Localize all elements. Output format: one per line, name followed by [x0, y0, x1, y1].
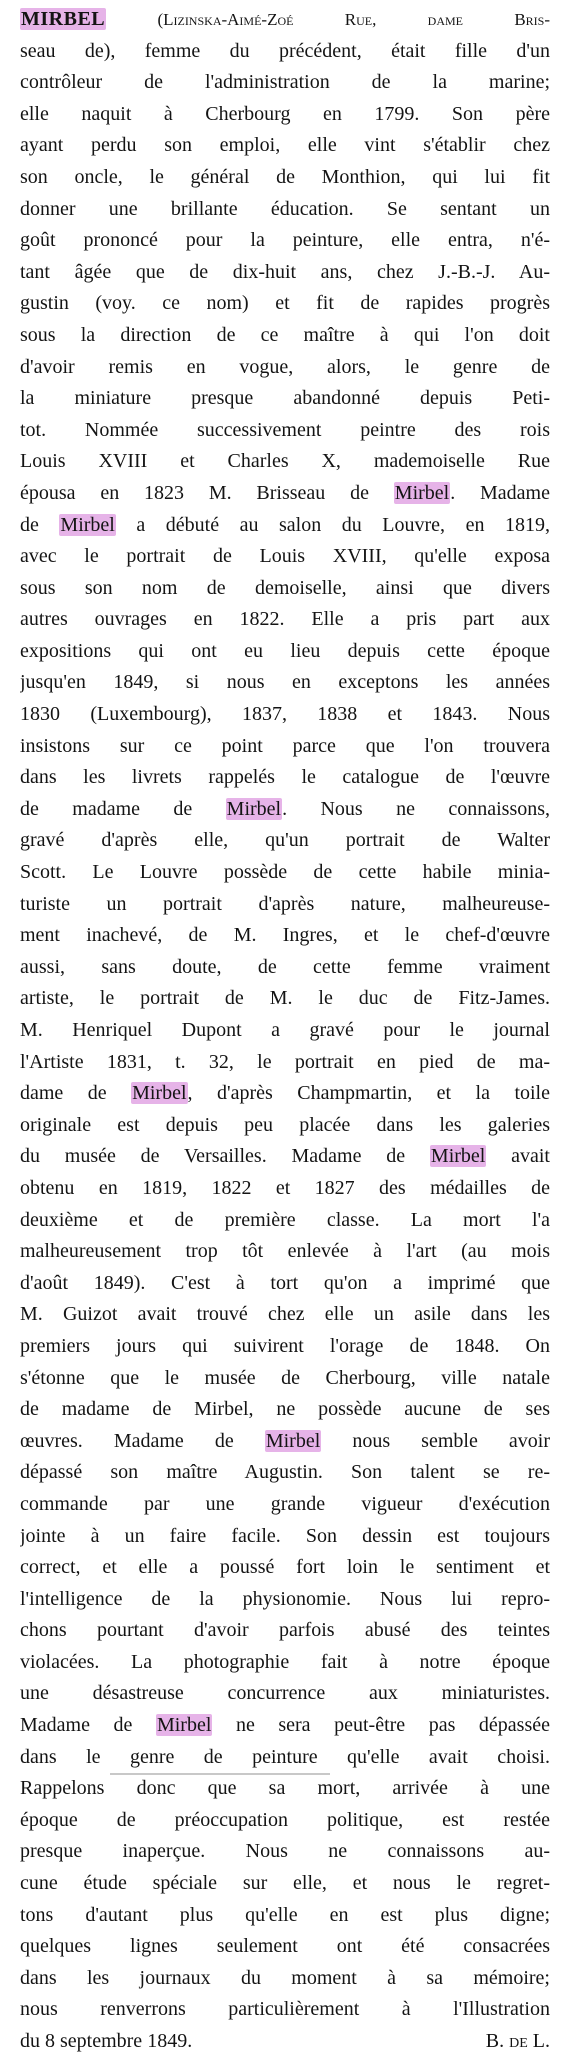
- article-line: [20, 2026, 550, 2058]
- article-line: [20, 1805, 550, 1837]
- line-text: artiste, le portrait de M. le duc de Fitz-James.: [20, 987, 550, 1010]
- line-text: sous son nom de demoiselle, ainsi que divers: [20, 576, 550, 599]
- article-line: [20, 1110, 550, 1142]
- line-text: d'août 1849). C'est à tort qu'on a imprimé que: [20, 1271, 550, 1294]
- article-line: [20, 415, 550, 447]
- line-text: jointe à un faire facile. Son dessin est toujours: [20, 1524, 550, 1547]
- line-text: avec le portrait de Louis XVIII, qu'elle exposa: [20, 545, 550, 568]
- article-line: [20, 478, 550, 510]
- line-text: seau de), femme du précédent, était fille d'un: [20, 39, 550, 62]
- search-term-highlight: Mirbel: [394, 481, 450, 504]
- line-text: presque inaperçue. Nous ne connaissons au-: [20, 1840, 550, 1863]
- article-line: [20, 636, 550, 668]
- line-text: de madame de: [20, 797, 226, 820]
- search-term-highlight: Mirbel: [60, 513, 115, 536]
- article-line: [20, 1394, 550, 1426]
- line-text: dans les journaux du moment à sa mémoire;: [20, 1966, 550, 1989]
- article-line: [20, 920, 550, 952]
- article-line: [20, 1015, 550, 1047]
- next-entry-fragment: [110, 1773, 330, 1785]
- line-text: malheureusement trop tôt enlevée à l'art (au mois: [20, 1240, 550, 1263]
- line-text: autres ouvrages en 1822. Elle a pris part aux: [20, 608, 550, 631]
- line-text: 1830 (Luxembourg), 1837, 1838 et 1843. Nous: [20, 703, 550, 726]
- headword-highlight: MIRBEL: [21, 8, 106, 30]
- article-line: [20, 1994, 550, 2026]
- article-line: [20, 573, 550, 605]
- line-text: cune étude spéciale sur elle, et nous le regret-: [20, 1872, 550, 1895]
- line-text: jusqu'en 1849, si nous en exceptons les années: [20, 671, 550, 694]
- search-term-highlight: Mirbel: [226, 797, 282, 820]
- search-term-highlight: Mirbel: [132, 1082, 187, 1105]
- article-line: [20, 1963, 550, 1995]
- article-line: [20, 762, 550, 794]
- line-text: donner une brillante éducation. Se sentant un: [20, 197, 550, 220]
- line-text: tons d'autant plus qu'elle en est plus digne;: [20, 1903, 550, 1926]
- article-line: [20, 1521, 550, 1553]
- article-line: [20, 99, 550, 131]
- line-text: violacées. La photographie fait à notre époque: [20, 1650, 550, 1673]
- line-text: sous la direction de ce maître à qui l'on doit: [20, 323, 550, 346]
- article-mirbel: [20, 4, 550, 2058]
- line-text: dame de: [20, 1082, 132, 1105]
- article-line: [20, 1647, 550, 1679]
- line-text: la miniature presque abandonné depuis Peti-: [20, 387, 550, 410]
- article-line: [20, 194, 550, 226]
- article-line: [20, 731, 550, 763]
- line-text: ayant perdu son emploi, elle vint s'établir chez: [20, 134, 550, 157]
- line-text: Scott. Le Louvre possède de cette habile minia-: [20, 861, 550, 884]
- line-text: d'avoir remis en vogue, alors, le genre de: [20, 355, 550, 378]
- article-line: [20, 1836, 550, 1868]
- article-line: [20, 983, 550, 1015]
- line-text: épousa en 1823 M. Brisseau de: [20, 481, 394, 504]
- line-text: . Madame: [450, 481, 550, 504]
- search-term-highlight: Mirbel: [430, 1145, 486, 1168]
- line-text: du 8 septembre 1849.: [20, 2030, 193, 2052]
- author-signature: B. de L.: [485, 2030, 550, 2052]
- line-text: originale est depuis peu placée dans les galeries: [20, 1113, 550, 1136]
- line-text: du musée de Versailles. Madame de: [20, 1145, 430, 1168]
- line-text: insistons sur ce point parce que l'on trouvera: [20, 734, 550, 757]
- article-line: [20, 857, 550, 889]
- article-line: [20, 1868, 550, 1900]
- line-text: obtenu en 1819, 1822 et 1827 des médailles de: [20, 1176, 550, 1199]
- article-line: [20, 889, 550, 921]
- line-text: aussi, sans doute, de cette femme vraiment: [20, 955, 550, 978]
- line-text: deuxième et de première classe. La mort l'a: [20, 1208, 550, 1231]
- article-line: [20, 1710, 550, 1742]
- article-line: [20, 510, 550, 542]
- line-text: quelques lignes seulement ont été consacrées: [20, 1935, 550, 1958]
- article-line: [20, 130, 550, 162]
- line-text: (Lizinska-Aimé-Zoé Rue, dame Bris-: [106, 10, 550, 29]
- article-line: [20, 383, 550, 415]
- article-line: [20, 1489, 550, 1521]
- article-line: [20, 1426, 550, 1458]
- line-text: expositions qui ont eu lieu depuis cette époque: [20, 639, 550, 662]
- article-line: [20, 162, 550, 194]
- article-line: [20, 446, 550, 478]
- line-text: Madame de: [20, 1714, 156, 1737]
- article-line: [20, 1742, 550, 1774]
- line-text: son oncle, le général de Monthion, qui lui fit: [20, 165, 550, 188]
- line-text: de madame de Mirbel, ne possède aucune de ses: [20, 1398, 550, 1421]
- article-line: [20, 36, 550, 68]
- article-line: [20, 1078, 550, 1110]
- article-line: [20, 225, 550, 257]
- article-line: [20, 1268, 550, 1300]
- line-text: Louis XVIII et Charles X, mademoiselle Rue: [20, 450, 550, 473]
- line-text: M. Henriquel Dupont a gravé pour le journal: [20, 1019, 550, 1041]
- article-line: [20, 1205, 550, 1237]
- line-text: commande par une grande vigueur d'exécution: [20, 1492, 550, 1515]
- line-text: . Nous ne connaissons,: [282, 797, 550, 820]
- article-line: [20, 604, 550, 636]
- article-line: [20, 541, 550, 573]
- article-line: [20, 1363, 550, 1395]
- line-text: turiste un portrait d'après nature, malheureuse-: [20, 892, 550, 915]
- search-term-highlight: Mirbel: [156, 1714, 212, 1737]
- article-line: [20, 67, 550, 99]
- line-text: dans les livrets rappelés le catalogue de l'œuvre: [20, 766, 550, 789]
- search-term-highlight: Mirbel: [265, 1429, 321, 1452]
- line-text: dans le genre de peinture qu'elle avait choisi.: [20, 1745, 550, 1768]
- line-text: avait: [486, 1145, 550, 1168]
- article-line: [20, 1552, 550, 1584]
- line-text: l'Artiste 1831, t. 32, le portrait en pied de ma-: [20, 1050, 550, 1073]
- article-line: [20, 1236, 550, 1268]
- article-line: [20, 667, 550, 699]
- line-text: Rappelons donc que sa mort, arrivée à une: [20, 1777, 550, 1800]
- article-line: [20, 825, 550, 857]
- line-text: s'étonne que le musée de Cherbourg, ville natale: [20, 1366, 550, 1389]
- line-text: premiers jours qui suivirent l'orage de 1848. On: [20, 1334, 550, 1357]
- line-text: époque de préoccupation politique, est restée: [20, 1808, 550, 1831]
- line-text: correct, et elle a poussé fort loin le sentiment et: [20, 1556, 550, 1579]
- line-text: M. Guizot avait trouvé chez elle un asile dans les: [20, 1303, 550, 1326]
- article-line: [20, 794, 550, 826]
- article-line: [20, 952, 550, 984]
- article-line: [20, 1141, 550, 1173]
- article-line: [20, 1047, 550, 1079]
- article-line: [20, 699, 550, 731]
- line-text: de: [20, 513, 60, 536]
- article-line: [20, 1900, 550, 1932]
- line-text: dépassé son maître Augustin. Son talent se re-: [20, 1461, 550, 1484]
- article-line: [20, 288, 550, 320]
- line-text: ne sera peut-être pas dépassée: [212, 1714, 550, 1737]
- line-text: , d'après Champmartin, et la toile: [187, 1082, 550, 1105]
- article-line: [20, 1678, 550, 1710]
- line-text: une désastreuse concurrence aux miniaturistes.: [20, 1682, 550, 1705]
- article-line: [20, 1457, 550, 1489]
- article-line: [20, 352, 550, 384]
- line-text: gravé d'après elle, qu'un portrait de Walter: [20, 829, 550, 852]
- line-text: œuvres. Madame de: [20, 1429, 265, 1452]
- line-text: contrôleur de l'administration de la marine;: [20, 71, 550, 94]
- article-line: [20, 1331, 550, 1363]
- article-line: [20, 1584, 550, 1616]
- line-text: goût prononcé pour la peinture, elle entra, n'é-: [20, 229, 550, 252]
- article-line: [20, 1173, 550, 1205]
- line-text: tant âgée que de dix-huit ans, chez J.-B.-J. Au-: [20, 260, 550, 283]
- article-line: [20, 1615, 550, 1647]
- article-line: [20, 4, 550, 36]
- line-text: tot. Nommée successivement peintre des rois: [20, 418, 550, 441]
- line-text: nous semble avoir: [321, 1429, 550, 1452]
- article-line: [20, 1931, 550, 1963]
- line-text: nous renverrons particulièrement à l'Illustration: [20, 1998, 550, 2021]
- article-line: [20, 320, 550, 352]
- line-text: a débuté au salon du Louvre, en 1819,: [115, 513, 550, 536]
- line-text: elle naquit à Cherbourg en 1799. Son père: [20, 102, 550, 125]
- line-text: l'intelligence de la physionomie. Nous lui repro-: [20, 1587, 550, 1610]
- article-line: [20, 1299, 550, 1331]
- article-line: [20, 257, 550, 289]
- line-text: chons pourtant d'avoir parfois abusé des teintes: [20, 1619, 550, 1642]
- line-text: gustin (voy. ce nom) et fit de rapides progrès: [20, 292, 550, 315]
- line-text: ment inachevé, de M. Ingres, et le chef-d'œuvre: [20, 924, 550, 947]
